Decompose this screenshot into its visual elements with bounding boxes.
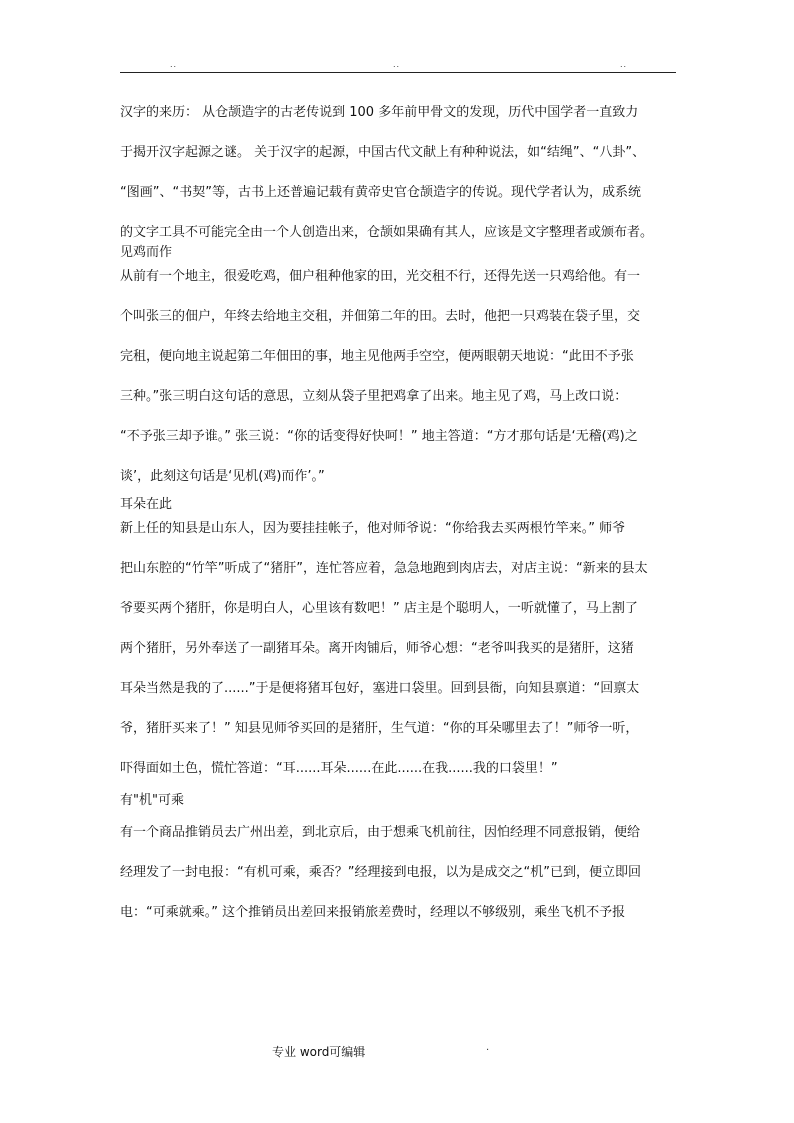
header-rule: [120, 72, 676, 73]
story3-title: 有"机"可乘: [120, 793, 184, 808]
story2-line: 新上任的知县是山东人，因为要挂挂帐子，他对师爷说：“你给我去买两根竹竿来。” 师爷: [120, 521, 626, 536]
story1-paragraph: [120, 269, 676, 485]
story2-line: 把山东腔的“竹竿”听成了“猪肝”，连忙答应着，急急地跑到肉店去，对店主说：“新来的县太: [120, 561, 648, 576]
story2-line: 爷，猪肝买来了！” 知县见师爷买回的是猪肝，生气道：“你的耳朵哪里去了！”师爷一听，: [120, 721, 639, 736]
header-mark-left: ..: [170, 60, 178, 69]
origin-paragraph: [120, 105, 676, 241]
origin-line: “图画”、“书契”等，古书上还普遍记载有黄帝史官仓颉造字的传说。现代学者认为，成系统: [120, 185, 641, 200]
story2-line: 两个猪肝，另外奉送了一副猪耳朵。离开肉铺后，师爷心想：“老爷叫我买的是猪肝，这猪: [120, 641, 634, 656]
story2-line: 耳朵当然是我的了......”于是便将猪耳包好，塞进口袋里。回到县衙，向知县禀道：“回禀太: [120, 681, 640, 696]
document-body: [120, 105, 676, 945]
header-mark-right: ..: [620, 60, 628, 69]
story1-line: 从前有一个地主，很爱吃鸡，佃户租种他家的田，光交租不行，还得先送一只鸡给他。有一: [120, 269, 641, 284]
story2-title: 耳朵在此: [120, 497, 173, 512]
story2-line: 吓得面如土色，慌忙答道：“耳......耳朵......在此......在我......我的口袋里！”: [120, 761, 558, 776]
story2-line: 爷要买两个猪肝，你是明白人，心里该有数吧！” 店主是个聪明人，一听就懂了，马上割了: [120, 601, 638, 616]
story1-title: 见鸡而作: [120, 245, 173, 260]
header-mark-center: ..: [393, 60, 401, 69]
story3-paragraph: [120, 825, 676, 921]
story1-line: “不予张三却予谁。” 张三说：“你的话变得好快呵！” 地主答道：“方才那句话是‘无稽(鸡)之: [120, 429, 638, 444]
story1-line: 三种。”张三明白这句话的意思，立刻从袋子里把鸡拿了出来。地主见了鸡，马上改口说：: [120, 389, 628, 404]
story3-line: 电：“可乘就乘。” 这个推销员出差回来报销旅差费时，经理以不够级别，乘坐飞机不予报: [120, 905, 626, 920]
origin-line: 的文字工具不可能完全由一个人创造出来，仓颉如果确有其人，应该是文字整理者或颁布者。: [120, 225, 654, 240]
origin-line: 汉字的来历： 从仓颉造字的古老传说到 100 多年前甲骨文的发现，历代中国学者一直致力: [120, 105, 639, 120]
origin-line: 于揭开汉字起源之谜。 关于汉字的起源，中国古代文献上有种种说法，如“结绳”、“八卦”、: [120, 145, 646, 160]
story3-line: 有一个商品推销员去广州出差，到北京后，由于想乘飞机前往，因怕经理不同意报销，便给: [120, 825, 641, 840]
story2-paragraph: [120, 521, 676, 777]
story3-line: 经理发了一封电报：“有机可乘，乘否？”经理接到电报，以为是成交之“机”已到，便立即回: [120, 865, 641, 880]
story1-line: 谈’，此刻这句话是‘见机(鸡)而作’。”: [120, 469, 325, 484]
footer-label: 专业 word可编辑: [272, 1045, 366, 1059]
footer-dot: .: [486, 1042, 490, 1053]
story1-line: 个叫张三的佃户，年终去给地主交租，并佃第二年的田。去时，他把一只鸡装在袋子里，交: [120, 309, 641, 324]
story1-line: 完租，便向地主说起第二年佃田的事，地主见他两手空空，便两眼朝天地说：“此田不予张: [120, 349, 634, 364]
